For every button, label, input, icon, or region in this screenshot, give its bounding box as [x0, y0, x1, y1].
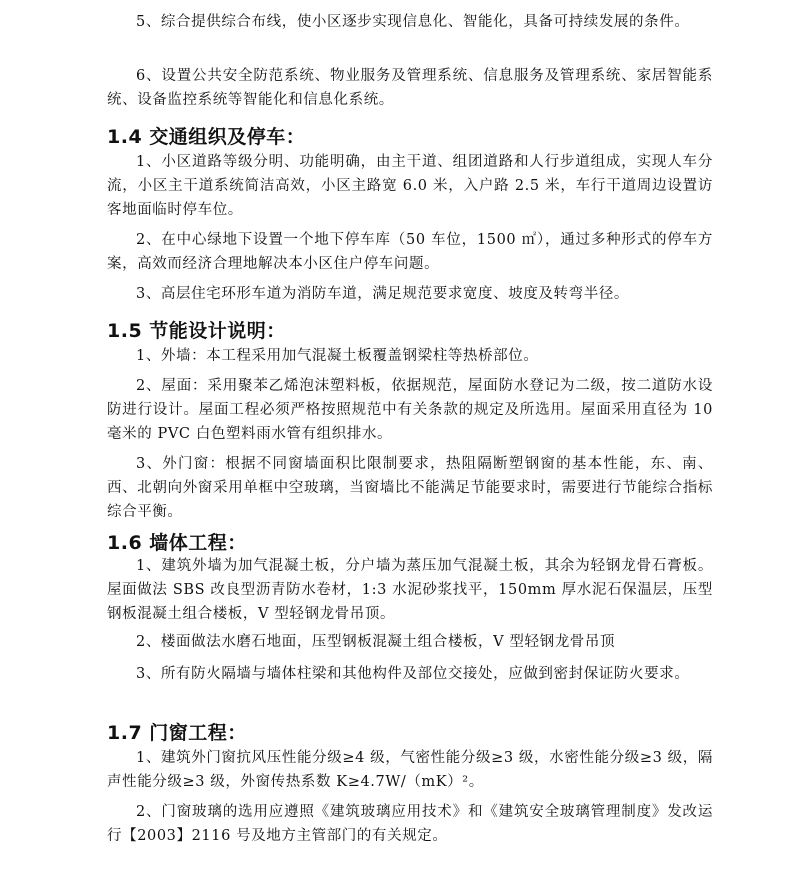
paragraph-1-5-1: 1、外墙：本工程采用加气混凝土板覆盖钢梁柱等热桥部位。 [136, 348, 539, 364]
section-heading-1-6: 1.6 墙体工程： [107, 532, 247, 554]
paragraph-1-4-2: 2、在中心绿地下设置一个地下停车库（50 车位，1500 ㎡），通过多种形式的停车方案，高效而经济合理地解决本小区住户停车问题。 [107, 232, 713, 272]
paragraph-1-6-1: 1、建筑外墙为加气混凝土板，分户墙为蒸压加气混凝土板，其余为轻钢龙骨石膏板。屋面做法 SBS 改良型沥青防水卷材，1:3 水泥砂浆找平，150mm 厚水泥石保温层，压型钢板混凝土组合楼板，V 型轻钢龙骨吊顶。 [107, 558, 713, 622]
section-heading-1-5: 1.5 节能设计说明： [107, 320, 286, 342]
paragraph-1-7-1: 1、建筑外门窗抗风压性能分级≥4 级，气密性能分级≥3 级，水密性能分级≥3 级，隔声性能分级≥3 级，外窗传热系数 K≥4.7W/（mK）²。 [107, 750, 713, 790]
paragraph-1-7-2: 2、门窗玻璃的选用应遵照《建筑玻璃应用技术》和《建筑安全玻璃管理制度》发改运行【2003】2116 号及地方主管部门的有关规定。 [107, 804, 713, 844]
paragraph-1-6-3: 3、所有防火隔墙与墙体柱梁和其他构件及部位交接处，应做到密封保证防火要求。 [136, 666, 690, 682]
paragraph-1-5-2: 2、屋面：采用聚苯乙烯泡沫塑料板，依据规范，屋面防水登记为二级，按二道防水设防进行设计。屋面工程必须严格按照规范中有关条款的规定及所选用。屋面采用直径为 10 毫米的 PVC 白色塑料雨水管有组织排水。 [107, 378, 713, 442]
paragraph-1-4-3: 3、高层住宅环形车道为消防车道，满足规范要求宽度、坡度及转弯半径。 [136, 286, 630, 302]
section-heading-1-4: 1.4 交通组织及停车： [107, 126, 306, 148]
section-heading-1-7: 1.7 门窗工程： [107, 722, 247, 744]
paragraph-infrastructure-6: 6、设置公共安全防范系统、物业服务及管理系统、信息服务及管理系统、家居智能系统、设备监控系统等智能化和信息化系统。 [107, 68, 713, 108]
paragraph-1-6-2: 2、楼面做法水磨石地面，压型钢板混凝土组合楼板，V 型轻钢龙骨吊顶 [136, 634, 616, 650]
paragraph-1-5-3: 3、外门窗：根据不同窗墙面积比限制要求，热阻隔断塑钢窗的基本性能，东、南、西、北朝向外窗采用单框中空玻璃，当窗墙比不能满足节能要求时，需要进行节能综合指标综合平衡。 [107, 456, 713, 520]
paragraph-1-4-1: 1、小区道路等级分明、功能明确，由主干道、组团道路和人行步道组成，实现人车分流，小区主干道系统简洁高效，小区主路宽 6.0 米，入户路 2.5 米，车行干道周边设置访客地面临时停车位。 [107, 154, 713, 218]
paragraph-infrastructure-5: 5、综合提供综合布线，使小区逐步实现信息化、智能化，具备可持续发展的条件。 [136, 14, 690, 30]
